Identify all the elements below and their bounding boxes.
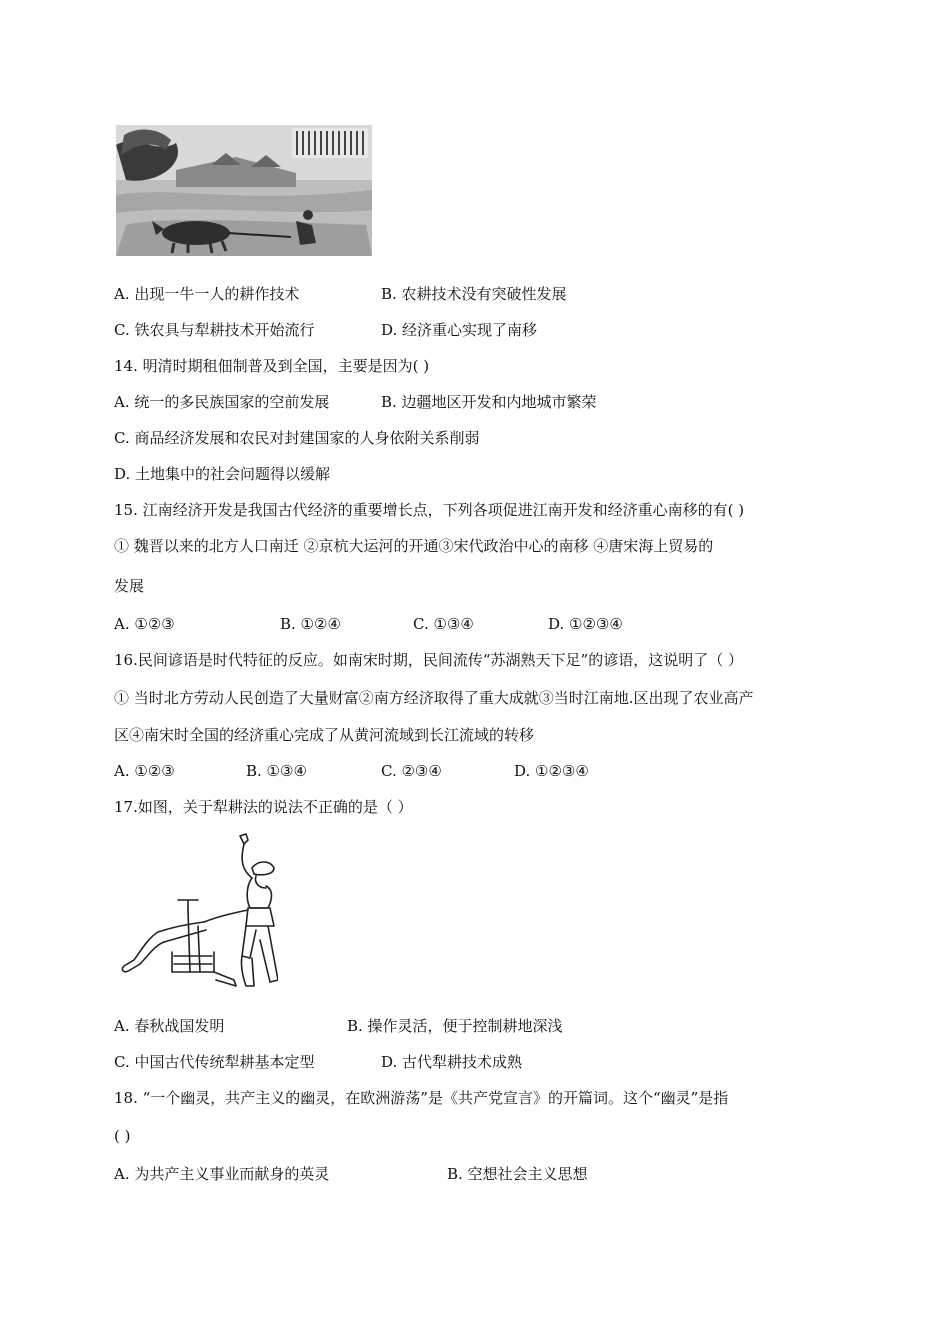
q14-option-b: B. 边疆地区开发和内地城市繁荣 xyxy=(381,393,597,411)
q13-option-b: B. 农耕技术没有突破性发展 xyxy=(381,285,567,303)
q17-stem: 17.如图，关于犁耕法的说法不正确的是（ ） xyxy=(114,798,413,816)
q18-stem: 18. “一个幽灵，共产主义的幽灵，在欧洲游荡”是《共产党宣言》的开篇词。这个“幽灵”是指 xyxy=(114,1089,729,1107)
q15-items-line2: 发展 xyxy=(114,577,145,595)
q17-option-b: B. 操作灵活，便于控制耕地深浅 xyxy=(347,1017,563,1035)
q17-option-d: D. 古代犁耕技术成熟 xyxy=(381,1053,523,1071)
q14-option-a: A. 统一的多民族国家的空前发展 xyxy=(114,393,330,411)
ox-plowing-painting-image xyxy=(116,125,372,256)
q14-option-d: D. 土地集中的社会问题得以缓解 xyxy=(114,465,331,483)
q14-stem: 14. 明清时期租佃制普及到全国，主要是因为( ) xyxy=(114,357,430,375)
q16-option-b: B. ①③④ xyxy=(246,762,307,780)
q16-option-a: A. ①②③ xyxy=(114,762,175,780)
q15-option-d: D. ①②③④ xyxy=(548,615,623,633)
q16-items-line2: 区④南宋时全国的经济重心完成了从黄河流域到长江流域的转移 xyxy=(114,726,535,744)
q13-option-c: C. 铁农具与犁耕技术开始流行 xyxy=(114,321,315,339)
q15-stem: 15. 江南经济开发是我国古代经济的重要增长点，下列各项促进江南开发和经济重心南移的有( ) xyxy=(114,501,745,519)
q15-option-a: A. ①②③ xyxy=(114,615,175,633)
q18-option-a: A. 为共产主义事业而献身的英灵 xyxy=(114,1165,330,1183)
q15-option-c: C. ①③④ xyxy=(413,615,474,633)
q16-items-line1: ① 当时北方劳动人民创造了大量财富②南方经济取得了重大成就③当时江南地.区出现了农业高产 xyxy=(114,689,754,707)
q16-option-c: C. ②③④ xyxy=(381,762,442,780)
q18-option-b: B. 空想社会主义思想 xyxy=(447,1165,588,1183)
q13-option-d: D. 经济重心实现了南移 xyxy=(381,321,538,339)
q13-option-a: A. 出现一牛一人的耕作技术 xyxy=(114,285,300,303)
q16-option-d: D. ①②③④ xyxy=(514,762,589,780)
plough-drawing-image xyxy=(118,830,278,992)
q18-stem-continued: ( ) xyxy=(114,1127,131,1145)
q15-items-line1: ① 魏晋以来的北方人口南迁 ②京杭大运河的开通③宋代政治中心的南移 ④唐宋海上贸易的 xyxy=(114,537,714,555)
q16-stem: 16.民间谚语是时代特征的反应。如南宋时期，民间流传“苏湖熟天下足”的谚语，这说明了（ ） xyxy=(114,651,743,669)
q15-option-b: B. ①②④ xyxy=(280,615,341,633)
q14-option-c: C. 商品经济发展和农民对封建国家的人身依附关系削弱 xyxy=(114,429,480,447)
q17-option-c: C. 中国古代传统犁耕基本定型 xyxy=(114,1053,315,1071)
q17-option-a: A. 春秋战国发明 xyxy=(114,1017,225,1035)
